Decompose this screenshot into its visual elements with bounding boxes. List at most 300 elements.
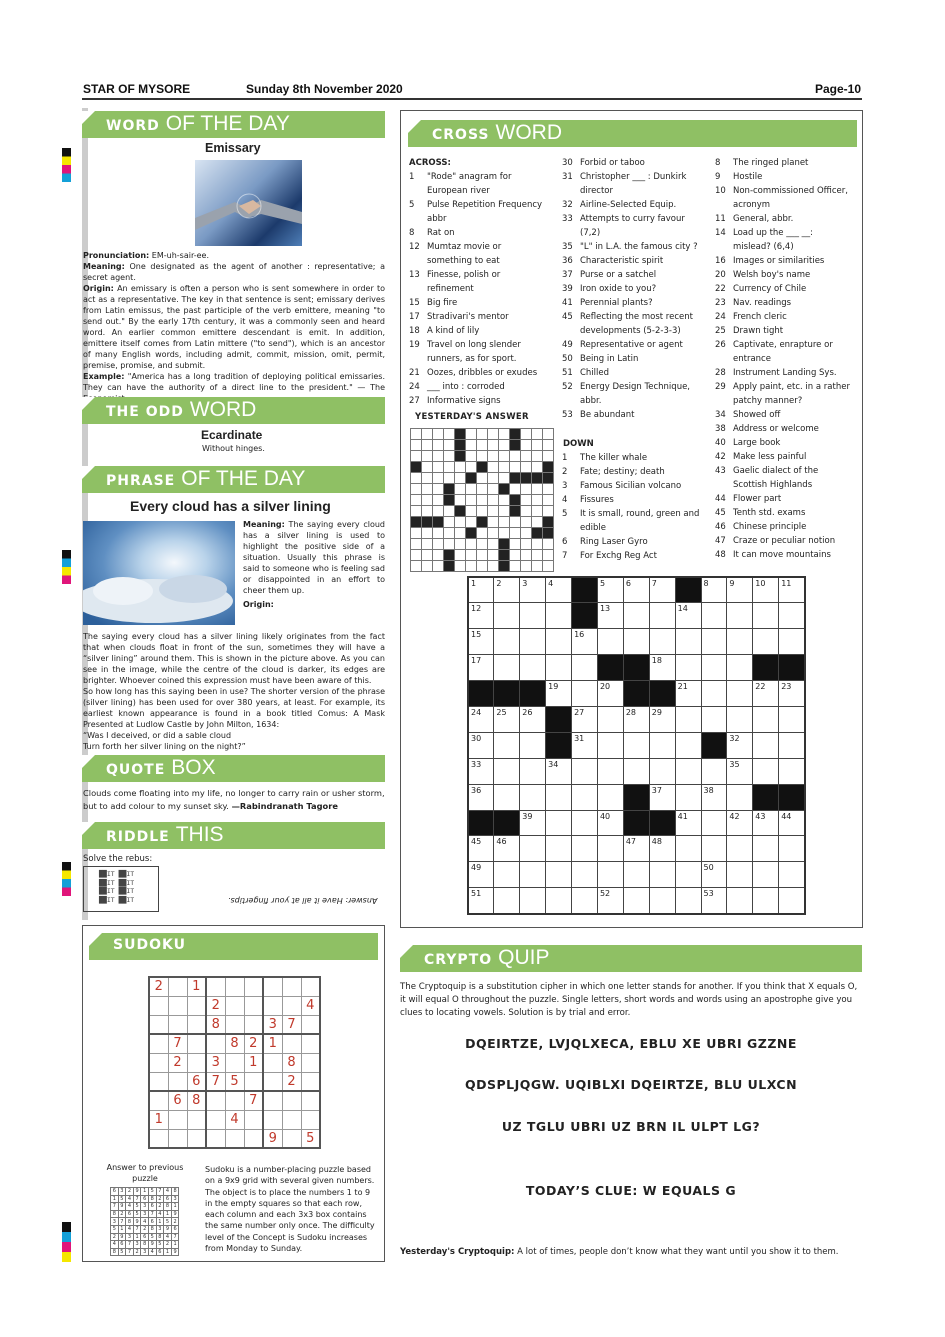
grid-cell[interactable] (779, 862, 805, 888)
grid-cell[interactable] (675, 706, 701, 732)
grid-cell[interactable] (675, 836, 701, 862)
sudoku-cell[interactable] (225, 996, 244, 1015)
sudoku-cell[interactable] (149, 1015, 168, 1034)
sudoku-cell[interactable] (301, 1110, 320, 1129)
sudoku-cell[interactable]: 8 (282, 1053, 301, 1072)
grid-cell[interactable]: 8 (701, 577, 727, 603)
grid-cell[interactable] (597, 784, 623, 810)
sudoku-cell[interactable]: 1 (187, 977, 206, 996)
grid-cell[interactable]: 22 (753, 681, 779, 707)
sudoku-cell[interactable] (149, 1034, 168, 1053)
sudoku-cell[interactable] (187, 996, 206, 1015)
sudoku-cell[interactable] (206, 1129, 225, 1148)
sudoku-cell[interactable] (244, 1110, 263, 1129)
grid-cell[interactable] (701, 629, 727, 655)
grid-cell[interactable]: 12 (468, 603, 494, 629)
example-label: Example: (83, 372, 125, 381)
grid-cell[interactable] (649, 888, 675, 914)
sudoku-cell[interactable] (244, 996, 263, 1015)
answer-cell: 6 (164, 1195, 172, 1203)
grid-cell[interactable] (520, 836, 546, 862)
grid-cell[interactable] (546, 655, 572, 681)
grid-cell[interactable] (597, 706, 623, 732)
grid-cell[interactable]: 11 (779, 577, 805, 603)
sudoku-cell[interactable]: 3 (263, 1015, 282, 1034)
grid-cell[interactable]: 2 (494, 577, 520, 603)
answer-cell (411, 440, 422, 451)
grid-cell[interactable] (597, 836, 623, 862)
sudoku-cell[interactable]: 1 (263, 1034, 282, 1053)
sudoku-cell[interactable] (225, 1053, 244, 1072)
clue-text: Informative signs (427, 396, 501, 406)
grid-cell[interactable] (572, 888, 598, 914)
grid-cell (779, 784, 805, 810)
grid-cell[interactable]: 34 (546, 758, 572, 784)
grid-cell[interactable] (572, 655, 598, 681)
sudoku-cell[interactable] (282, 996, 301, 1015)
sudoku-cell[interactable]: 7 (168, 1034, 187, 1053)
sudoku-cell[interactable] (149, 1072, 168, 1091)
grid-cell[interactable] (546, 862, 572, 888)
grid-cell[interactable] (753, 732, 779, 758)
sudoku-cell[interactable]: 6 (168, 1091, 187, 1110)
grid-cell[interactable]: 47 (623, 836, 649, 862)
answer-cell (532, 517, 543, 528)
grid-cell[interactable] (727, 629, 753, 655)
sudoku-cell[interactable]: 2 (149, 977, 168, 996)
grid-cell[interactable] (649, 603, 675, 629)
sudoku-cell[interactable] (282, 977, 301, 996)
answer-cell (455, 561, 466, 572)
clue-number: 5 (409, 200, 415, 210)
grid-cell[interactable] (494, 732, 520, 758)
grid-cell[interactable] (701, 758, 727, 784)
grid-cell[interactable]: 33 (468, 758, 494, 784)
grid-cell[interactable]: 14 (675, 603, 701, 629)
grid-cell[interactable] (779, 706, 805, 732)
sudoku-cell[interactable] (168, 1129, 187, 1148)
phrase-meaning (243, 519, 385, 596)
grid-cell[interactable] (494, 655, 520, 681)
grid-cell[interactable]: 1 (468, 577, 494, 603)
grid-cell (623, 810, 649, 836)
sudoku-cell[interactable] (263, 977, 282, 996)
grid-cell[interactable] (572, 810, 598, 836)
grid-cell[interactable]: 21 (675, 681, 701, 707)
answer-cell (510, 561, 521, 572)
answer-cell: 5 (156, 1241, 164, 1249)
grid-cell[interactable]: 29 (649, 706, 675, 732)
sudoku-grid[interactable] (148, 976, 321, 1149)
grid-cell[interactable] (675, 862, 701, 888)
sudoku-cell[interactable] (206, 1034, 225, 1053)
grid-cell[interactable] (520, 862, 546, 888)
grid-cell[interactable]: 23 (779, 681, 805, 707)
grid-cell[interactable]: 45 (468, 836, 494, 862)
sudoku-row (149, 1091, 320, 1110)
grid-cell[interactable] (701, 655, 727, 681)
grid-cell[interactable] (727, 655, 753, 681)
grid-cell[interactable]: 19 (546, 681, 572, 707)
sudoku-cell[interactable] (187, 1015, 206, 1034)
grid-cell[interactable] (701, 706, 727, 732)
sudoku-cell[interactable] (301, 1091, 320, 1110)
grid-cell[interactable] (753, 836, 779, 862)
grid-cell[interactable] (597, 629, 623, 655)
clue-text: Perennial plants? (580, 298, 653, 308)
grid-cell[interactable] (520, 732, 546, 758)
quote-line: Turn forth her silver lining on the night?” (83, 742, 246, 751)
meaning-label: Meaning: (243, 520, 285, 529)
sudoku-cell[interactable] (149, 996, 168, 1015)
sudoku-cell[interactable] (244, 1072, 263, 1091)
grid-cell[interactable]: 44 (779, 810, 805, 836)
grid-cell[interactable] (572, 758, 598, 784)
sudoku-cell[interactable]: 2 (244, 1034, 263, 1053)
grid-cell[interactable] (753, 862, 779, 888)
grid-cell[interactable] (675, 758, 701, 784)
grid-cell[interactable]: 50 (701, 862, 727, 888)
grid-cell[interactable] (546, 784, 572, 810)
sudoku-cell[interactable] (149, 1053, 168, 1072)
answer-cell (433, 429, 444, 440)
sudoku-cell[interactable] (225, 977, 244, 996)
clue (715, 492, 853, 506)
grid-cell[interactable]: 10 (753, 577, 779, 603)
sudoku-cell[interactable]: 4 (225, 1110, 244, 1129)
answer-cell (466, 429, 477, 440)
sudoku-cell[interactable]: 7 (282, 1015, 301, 1034)
grid-cell[interactable] (494, 758, 520, 784)
clue (562, 465, 700, 479)
answer-row (411, 473, 554, 484)
grid-cell[interactable] (520, 655, 546, 681)
answer-cell (422, 473, 433, 484)
yesterday-grid (410, 428, 554, 572)
sudoku-cell[interactable]: 2 (168, 1053, 187, 1072)
sudoku-cell[interactable]: 8 (187, 1091, 206, 1110)
clue-number: 36 (562, 256, 573, 266)
sudoku-cell[interactable] (206, 977, 225, 996)
grid-cell[interactable] (753, 758, 779, 784)
grid-cell[interactable] (779, 629, 805, 655)
sudoku-cell[interactable]: 8 (206, 1015, 225, 1034)
grid-cell (753, 784, 779, 810)
answer-cell (499, 528, 510, 539)
grid-cell[interactable] (649, 758, 675, 784)
grid-cell[interactable] (675, 732, 701, 758)
grid-cell[interactable]: 37 (649, 784, 675, 810)
grid-cell[interactable] (623, 732, 649, 758)
grid-cell[interactable] (701, 681, 727, 707)
grid-cell[interactable]: 42 (727, 810, 753, 836)
clue-text: Attempts to curry favour (7,2) (580, 214, 685, 238)
grid-cell[interactable] (546, 888, 572, 914)
grid-cell[interactable] (779, 732, 805, 758)
grid-cell[interactable] (494, 629, 520, 655)
grid-cell[interactable]: 28 (623, 706, 649, 732)
sudoku-cell[interactable] (168, 1015, 187, 1034)
sudoku-cell[interactable] (301, 1015, 320, 1034)
clue (409, 380, 547, 394)
clue-number: 24 (715, 312, 726, 322)
grid-cell[interactable] (779, 603, 805, 629)
sudoku-cell[interactable] (244, 1129, 263, 1148)
grid-cell[interactable]: 20 (597, 681, 623, 707)
sudoku-cell[interactable]: 1 (149, 1110, 168, 1129)
sudoku-cell[interactable]: 5 (225, 1072, 244, 1091)
answer-cell (411, 561, 422, 572)
clue-number: 46 (715, 522, 726, 532)
grid-cell[interactable] (701, 810, 727, 836)
grid-cell[interactable] (701, 603, 727, 629)
grid-cell[interactable] (572, 836, 598, 862)
grid-cell[interactable] (727, 603, 753, 629)
grid-cell[interactable] (727, 681, 753, 707)
grid-cell[interactable]: 40 (597, 810, 623, 836)
answer-cell (466, 495, 477, 506)
grid-cell[interactable] (546, 810, 572, 836)
grid-cell[interactable] (675, 888, 701, 914)
sudoku-cell[interactable] (244, 1015, 263, 1034)
grid-cell[interactable] (649, 629, 675, 655)
sudoku-cell[interactable] (225, 1015, 244, 1034)
sudoku-cell[interactable] (301, 1072, 320, 1091)
sudoku-cell[interactable] (263, 996, 282, 1015)
grid-row (468, 706, 805, 732)
sudoku-cell[interactable]: 4 (301, 996, 320, 1015)
grid-cell[interactable]: 48 (649, 836, 675, 862)
grid-cell[interactable] (727, 888, 753, 914)
grid-cell[interactable] (597, 732, 623, 758)
sudoku-cell[interactable]: 5 (301, 1129, 320, 1148)
grid-cell[interactable]: 41 (675, 810, 701, 836)
sudoku-cell[interactable] (168, 977, 187, 996)
grid-cell[interactable] (520, 758, 546, 784)
grid-cell[interactable] (753, 888, 779, 914)
grid-cell[interactable] (623, 862, 649, 888)
sudoku-cell[interactable]: 6 (187, 1072, 206, 1091)
grid-cell[interactable]: 31 (572, 732, 598, 758)
sudoku-cell[interactable] (187, 1110, 206, 1129)
sudoku-cell[interactable] (263, 1053, 282, 1072)
sudoku-cell[interactable] (282, 1034, 301, 1053)
grid-cell[interactable] (494, 888, 520, 914)
grid-cell[interactable] (520, 629, 546, 655)
answer-cell (521, 506, 532, 517)
answer-cell (521, 528, 532, 539)
grid-cell[interactable]: 53 (701, 888, 727, 914)
sudoku-cell[interactable] (263, 1110, 282, 1129)
sudoku-row (149, 1015, 320, 1034)
grid-cell[interactable] (597, 862, 623, 888)
sudoku-cell[interactable] (282, 1129, 301, 1148)
grid-cell[interactable]: 38 (701, 784, 727, 810)
grid-cell[interactable] (753, 706, 779, 732)
sudoku-cell[interactable] (206, 1091, 225, 1110)
grid-cell[interactable] (494, 784, 520, 810)
grid-cell[interactable] (597, 758, 623, 784)
example-text: "America has a long tradition of deploying political emissaries. They can have the authority of a direct line to the president." — The (83, 372, 385, 392)
grid-cell[interactable]: 7 (649, 577, 675, 603)
grid-cell[interactable]: 18 (649, 655, 675, 681)
grid-cell[interactable]: 3 (520, 577, 546, 603)
grid-cell[interactable] (623, 888, 649, 914)
across-label: ACROSS: (409, 158, 451, 168)
grid-cell[interactable] (520, 888, 546, 914)
grid-cell[interactable] (753, 629, 779, 655)
grid-cell[interactable] (546, 603, 572, 629)
grid-cell[interactable] (520, 603, 546, 629)
sudoku-cell[interactable] (168, 996, 187, 1015)
grid-cell[interactable] (727, 706, 753, 732)
sudoku-cell[interactable] (187, 1053, 206, 1072)
sudoku-cell[interactable]: 2 (206, 996, 225, 1015)
grid-cell[interactable]: 49 (468, 862, 494, 888)
answer-cell: 4 (126, 1195, 134, 1203)
grid-cell[interactable]: 25 (494, 706, 520, 732)
sudoku-cell[interactable] (244, 977, 263, 996)
clue (562, 268, 700, 282)
clue-number: 48 (715, 550, 726, 560)
grid-cell[interactable]: 9 (727, 577, 753, 603)
answer-cell: 5 (164, 1218, 172, 1226)
crossword-grid[interactable] (467, 576, 806, 915)
answer-cell: 4 (126, 1203, 134, 1211)
sudoku-cell[interactable]: 1 (244, 1053, 263, 1072)
grid-cell[interactable] (675, 655, 701, 681)
answer-cell: 5 (133, 1203, 141, 1211)
sudoku-cell[interactable] (149, 1091, 168, 1110)
clue (715, 506, 853, 520)
grid-cell[interactable] (779, 758, 805, 784)
grid-cell[interactable] (623, 629, 649, 655)
grid-cell[interactable] (572, 681, 598, 707)
grid-cell[interactable] (546, 629, 572, 655)
grid-cell[interactable]: 5 (597, 577, 623, 603)
grid-cell[interactable]: 32 (727, 732, 753, 758)
clue (562, 198, 700, 212)
clue-text: Stradivari's mentor (427, 312, 509, 322)
grid-cell[interactable] (779, 836, 805, 862)
sudoku-cell[interactable] (187, 1129, 206, 1148)
grid-cell[interactable]: 24 (468, 706, 494, 732)
clue-text: Currency of Chile (733, 284, 807, 294)
grid-cell[interactable] (494, 603, 520, 629)
grid-cell[interactable] (649, 732, 675, 758)
answer-cell (477, 506, 488, 517)
sudoku-cell[interactable] (225, 1091, 244, 1110)
clue (715, 450, 853, 464)
grid-cell[interactable]: 39 (520, 810, 546, 836)
grid-cell[interactable] (623, 603, 649, 629)
sudoku-cell[interactable] (263, 1091, 282, 1110)
grid-cell[interactable] (727, 784, 753, 810)
sudoku-cell[interactable] (225, 1129, 244, 1148)
answer-cell: 9 (133, 1188, 141, 1196)
grid-cell[interactable]: 27 (572, 706, 598, 732)
grid-cell[interactable] (701, 836, 727, 862)
grid-cell[interactable]: 30 (468, 732, 494, 758)
clue (715, 184, 853, 212)
sudoku-cell[interactable] (206, 1110, 225, 1129)
sudoku-cell[interactable] (282, 1091, 301, 1110)
answer-cell (477, 473, 488, 484)
grid-cell[interactable] (727, 836, 753, 862)
grid-cell[interactable] (675, 784, 701, 810)
grid-cell[interactable]: 15 (468, 629, 494, 655)
sudoku-cell[interactable]: 8 (225, 1034, 244, 1053)
grid-cell[interactable]: 43 (753, 810, 779, 836)
clue-number: 47 (715, 536, 726, 546)
grid-cell[interactable]: 6 (623, 577, 649, 603)
answer-cell (532, 561, 543, 572)
sudoku-cell[interactable]: 3 (206, 1053, 225, 1072)
sudoku-cell[interactable] (263, 1072, 282, 1091)
grid-cell[interactable]: 36 (468, 784, 494, 810)
clue (409, 310, 547, 324)
answer-cell: 6 (156, 1248, 164, 1256)
answer-cell (422, 495, 433, 506)
clue-text: Make less painful (733, 452, 807, 462)
answer-row (411, 550, 554, 561)
grid-cell[interactable]: 35 (727, 758, 753, 784)
grid-cell[interactable] (546, 836, 572, 862)
clue-number: 23 (715, 298, 726, 308)
answer-cell: 4 (156, 1210, 164, 1218)
grid-cell[interactable] (649, 862, 675, 888)
grid-cell[interactable] (779, 888, 805, 914)
grid-cell[interactable] (753, 603, 779, 629)
answer-cell: 2 (171, 1218, 179, 1226)
answer-row (411, 462, 554, 473)
sudoku-cell[interactable] (168, 1110, 187, 1129)
sudoku-cell[interactable]: 7 (206, 1072, 225, 1091)
sudoku-cell[interactable] (187, 1034, 206, 1053)
grid-cell[interactable] (727, 862, 753, 888)
sudoku-cell[interactable] (301, 1034, 320, 1053)
sudoku-cell[interactable] (168, 1072, 187, 1091)
grid-cell[interactable] (572, 784, 598, 810)
grid-cell[interactable] (520, 784, 546, 810)
answer-cell (499, 429, 510, 440)
clue (562, 493, 700, 507)
answer-cell (488, 517, 499, 528)
grid-cell[interactable]: 17 (468, 655, 494, 681)
answer-cell (433, 506, 444, 517)
grid-cell[interactable]: 52 (597, 888, 623, 914)
sudoku-cell[interactable] (149, 1129, 168, 1148)
phrase-banner (82, 466, 385, 493)
grid-cell[interactable]: 13 (597, 603, 623, 629)
grid-cell[interactable] (494, 862, 520, 888)
grid-cell[interactable]: 4 (546, 577, 572, 603)
grid-cell[interactable]: 26 (520, 706, 546, 732)
grid-cell[interactable] (623, 758, 649, 784)
banner-big: BOX (171, 756, 216, 779)
sudoku-cell[interactable] (301, 1053, 320, 1072)
sudoku-cell[interactable] (282, 1110, 301, 1129)
sudoku-cell[interactable] (301, 977, 320, 996)
grid-cell[interactable]: 51 (468, 888, 494, 914)
grid-cell[interactable]: 46 (494, 836, 520, 862)
sudoku-cell[interactable]: 7 (244, 1091, 263, 1110)
sudoku-cell[interactable]: 9 (263, 1129, 282, 1148)
grid-cell[interactable]: 16 (572, 629, 598, 655)
sudoku-cell[interactable]: 2 (282, 1072, 301, 1091)
grid-cell[interactable] (572, 862, 598, 888)
grid-cell[interactable] (675, 629, 701, 655)
